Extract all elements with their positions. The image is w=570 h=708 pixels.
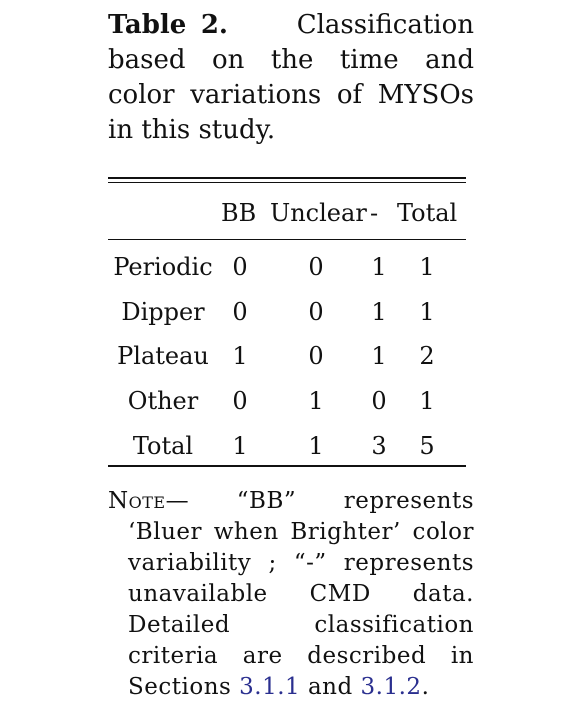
table-top-rule-2 (108, 182, 466, 183)
table-number: Table 2. (108, 10, 228, 40)
note-middle: and (300, 674, 361, 700)
table-cell: 1 (232, 342, 248, 370)
section-link-312[interactable]: 3.1.2 (360, 674, 422, 700)
header-rule (108, 239, 466, 240)
table-bottom-rule (108, 465, 466, 467)
note-head: Note (108, 488, 166, 514)
table-cell: 0 (371, 387, 387, 415)
note-dash: — (165, 488, 190, 514)
table-cell: 1 (419, 387, 435, 415)
table-cell: 1 (308, 387, 324, 415)
row-label: Plateau (117, 342, 209, 370)
table-cell: 0 (232, 298, 248, 326)
table-cell: 0 (232, 387, 248, 415)
table-cell: 1 (232, 432, 248, 460)
table-cell: 2 (419, 342, 435, 370)
table-cell: 1 (371, 342, 387, 370)
row-label: Other (127, 387, 199, 415)
table-cell: 3 (371, 432, 387, 460)
column-header: Unclear (270, 199, 367, 227)
table-cell: 0 (308, 342, 324, 370)
column-header: Total (397, 199, 458, 227)
table-cell: 1 (371, 298, 387, 326)
table-cell: 1 (419, 298, 435, 326)
table-cell: 5 (419, 432, 435, 460)
row-label: Periodic (113, 253, 213, 281)
table-caption (108, 8, 474, 148)
table-cell: 1 (419, 253, 435, 281)
table-cell: 1 (371, 253, 387, 281)
row-label: Dipper (121, 298, 205, 326)
column-header: BB (221, 199, 257, 227)
table-top-rule (108, 177, 466, 179)
table-cell: 0 (308, 253, 324, 281)
column-header: - (370, 199, 379, 227)
caption-text: Classification based on the time and color variations of MYSOs in this study. (108, 10, 474, 145)
table-cell: 0 (308, 298, 324, 326)
table-cell: 1 (308, 432, 324, 460)
note-end: . (421, 674, 430, 700)
note-text: “BB” represents ‘Bluer when Brighter’ color variability ; “-” represents unavailable CMD data. Detailed classification criteria are described in Sections (128, 488, 474, 700)
row-label: Total (132, 432, 194, 460)
section-link-311[interactable]: 3.1.1 (239, 674, 301, 700)
table-note (108, 486, 474, 703)
table-cell: 0 (232, 253, 248, 281)
